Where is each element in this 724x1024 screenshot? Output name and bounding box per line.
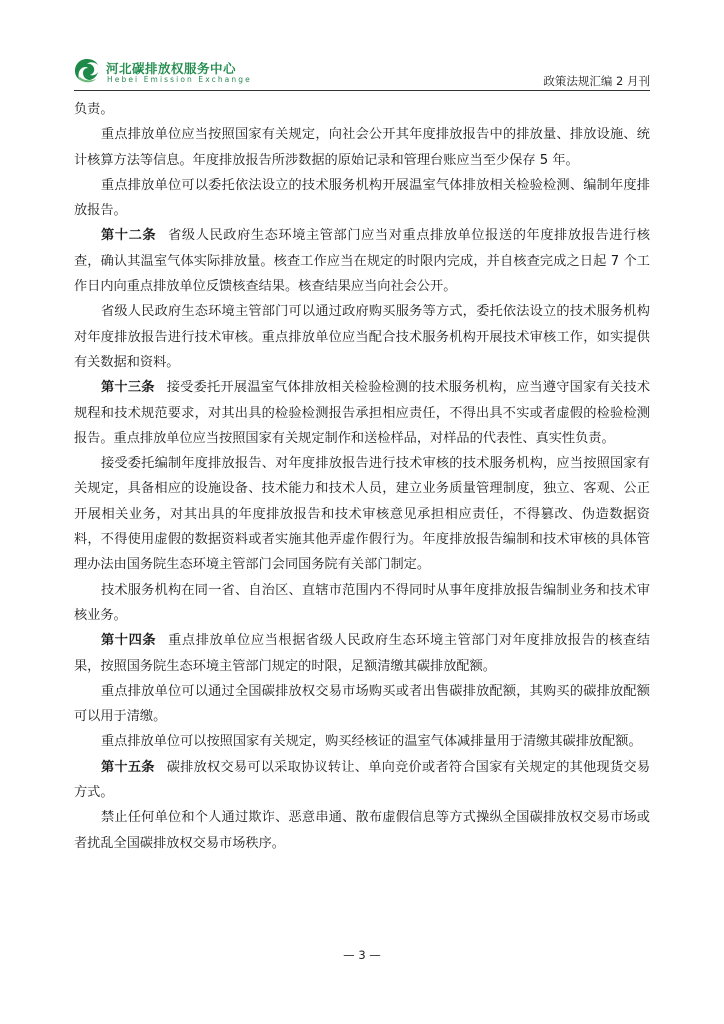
article-paragraph bbox=[74, 375, 650, 451]
article-paragraph bbox=[74, 223, 650, 299]
header-divider bbox=[74, 90, 650, 91]
body-paragraph bbox=[74, 122, 650, 173]
document-body bbox=[74, 97, 650, 856]
paragraph-text: 重点排放单位可以通过全国碳排放权交易市场购买或者出售碳排放配额，其购买的碳排放配额可以用于清缴。 bbox=[74, 683, 650, 725]
article-paragraph bbox=[74, 628, 650, 679]
body-paragraph bbox=[74, 451, 650, 577]
paragraph-text: 省级人民政府生态环境主管部门应当对重点排放单位报送的年度排放报告进行核查，确认其温室气体实际排放量。核查工作应当在规定的时限内完成，并自核查完成之日起 7 个工作日内向重点排放单位反馈核查结果。核查结果应当向社会公开。 bbox=[74, 228, 650, 295]
paragraph-text: 重点排放单位可以委托依法设立的技术服务机构开展温室气体排放相关检验检测、编制年度排放报告。 bbox=[74, 177, 650, 219]
paragraph-text: 重点排放单位应当根据省级人民政府生态环境主管部门对年度排放报告的核查结果，按照国务院生态环境主管部门规定的时限，足额清缴其碳排放配额。 bbox=[74, 633, 650, 674]
publication-title: 政策法规汇编 2 月刊 bbox=[543, 74, 650, 88]
body-paragraph bbox=[74, 299, 650, 375]
paragraph-text: 接受委托开展温室气体排放相关检验检测的技术服务机构，应当遵守国家有关技术规程和技术规范要求，对其出具的检验检测报告承担相应责任，不得出具不实或者虚假的检验检测报告。重点排放单位应当按照国家有关规定制作和送检样品，对样品的代表性、真实性负责。 bbox=[74, 380, 651, 446]
hebei-emission-exchange-logo-icon bbox=[74, 58, 100, 84]
article-number: 第十三条 bbox=[101, 380, 155, 396]
paragraph-text: 省级人民政府生态环境主管部门可以通过政府购买服务等方式，委托依法设立的技术服务机构对年度排放报告进行技术审核。重点排放单位应当配合技术服务机构开展技术审核工作，如实提供有关数据和资料。 bbox=[74, 304, 650, 370]
body-paragraph bbox=[74, 578, 650, 629]
paragraph-text: 接受委托编制年度排放报告、对年度排放报告进行技术审核的技术服务机构，应当按照国家有关规定，具备相应的设施设备、技术能力和技术人员，建立业务质量管理制度，独立、客观、公正开展相关业务，对其出具的年度排放报告和技术审核意见承担相应责任，不得篡改、伪造数据资料，不得使用虚假的数据资料或者实施其他弄虚作假行为。年度排放报告编制和技术审核的具体管理办法由国务院生态环境主管部门会同国务院有关部门制定。 bbox=[74, 456, 650, 573]
paragraph-text: 碳排放权交易可以采取协议转让、单向竞价或者符合国家有关规定的其他现货交易方式。 bbox=[74, 759, 651, 801]
paragraph-text: 负责。 bbox=[74, 102, 114, 117]
paragraph-text: 禁止任何单位和个人通过欺诈、恶意串通、散布虚假信息等方式操纵全国碳排放权交易市场或者扰乱全国碳排放权交易市场秩序。 bbox=[74, 810, 650, 851]
paragraph-text: 技术服务机构在同一省、自治区、直辖市范围内不得同时从事年度排放报告编制业务和技术审核业务。 bbox=[74, 582, 650, 623]
body-paragraph bbox=[74, 679, 650, 730]
article-number: 第十二条 bbox=[101, 228, 157, 244]
paragraph-text: 重点排放单位应当按照国家有关规定，向社会公开其年度排放报告中的排放量、排放设施、统计核算方法等信息。年度排放报告所涉数据的原始记录和管理台账应当至少保存 5 年。 bbox=[74, 127, 650, 168]
article-paragraph bbox=[74, 755, 650, 806]
body-paragraph bbox=[74, 97, 650, 122]
body-paragraph bbox=[74, 729, 650, 754]
org-name-en: Hebei Emission Exchange bbox=[107, 75, 252, 84]
paragraph-text: 重点排放单位可以按照国家有关规定，购买经核证的温室气体减排量用于清缴其碳排放配额。 bbox=[101, 734, 642, 750]
page-header bbox=[74, 56, 650, 90]
body-paragraph bbox=[74, 805, 650, 856]
org-name-cn: 河北碳排放权服务中心 bbox=[106, 61, 237, 76]
article-number: 第十五条 bbox=[101, 759, 155, 775]
article-number: 第十四条 bbox=[101, 633, 157, 649]
page-number: — 3 — bbox=[343, 948, 381, 962]
body-paragraph bbox=[74, 173, 650, 224]
